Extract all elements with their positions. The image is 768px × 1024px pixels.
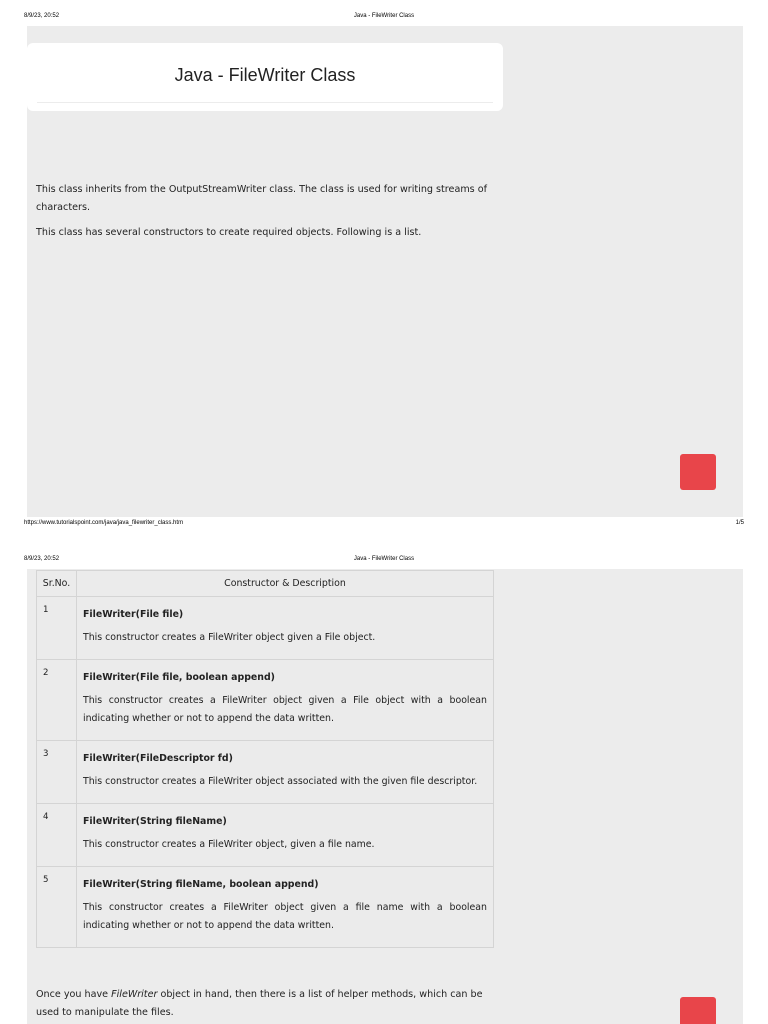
table-row <box>37 741 494 804</box>
print-doc-title: Java - FileWriter Class <box>353 556 415 562</box>
constructor-description: This constructor creates a FileWriter object, given a file name. <box>83 839 375 850</box>
print-doc-title: Java - FileWriter Class <box>353 13 415 19</box>
constructor-description: This constructor creates a FileWriter object given a File object. <box>83 632 376 643</box>
row-number: 5 <box>37 867 77 948</box>
closing-text-end: object in hand, then there is a list of helper methods, which can be used to manipulate the files. <box>36 989 483 1018</box>
constructor-description: This constructor creates a FileWriter object associated with the given file descriptor. <box>83 776 478 787</box>
constructor-signature: FileWriter(File file, boolean append) <box>83 672 275 683</box>
closing-class-name: FileWriter <box>111 989 158 1000</box>
table-row <box>37 597 494 660</box>
print-header <box>24 13 744 19</box>
constructor-signature: FileWriter(FileDescriptor fd) <box>83 753 233 764</box>
print-header <box>24 556 744 562</box>
constructor-signature: FileWriter(String fileName) <box>83 816 227 827</box>
print-date: 8/9/23, 20:52 <box>24 13 60 19</box>
constructors-table <box>36 570 494 948</box>
constructor-signature: FileWriter(String fileName, boolean append) <box>83 879 319 890</box>
column-header-srno: Sr.No. <box>37 571 77 597</box>
print-footer <box>24 520 744 526</box>
title-card <box>27 43 503 111</box>
row-number: 1 <box>37 597 77 660</box>
table-row <box>37 660 494 741</box>
closing-text-start: Once you have <box>36 989 112 1000</box>
print-date: 8/9/23, 20:52 <box>24 556 60 562</box>
intro-paragraph: This class inherits from the OutputStreamWriter class. The class is used for writing streams of characters. <box>36 184 487 213</box>
closing-paragraph <box>36 986 498 1022</box>
row-number: 4 <box>37 804 77 867</box>
table-header-row <box>37 571 494 597</box>
row-number: 3 <box>37 741 77 804</box>
print-url: https://www.tutorialspoint.com/java/java_filewriter_class.htm <box>24 520 184 526</box>
row-content <box>77 597 494 660</box>
title-divider <box>37 102 493 103</box>
constructors-intro-paragraph: This class has several constructors to create required objects. Following is a list. <box>36 227 422 238</box>
constructor-description: This constructor creates a FileWriter object given a file name with a boolean indicating whether or not to append the data written. <box>83 902 487 931</box>
column-header-description: Constructor & Description <box>77 571 494 597</box>
row-content <box>77 867 494 948</box>
row-content <box>77 741 494 804</box>
table-row <box>37 867 494 948</box>
constructor-description: This constructor creates a FileWriter object given a File object with a boolean indicating whether or not to append the data written. <box>83 695 487 724</box>
table-row <box>37 804 494 867</box>
row-content <box>77 660 494 741</box>
page-title: Java - FileWriter Class <box>174 65 356 85</box>
print-page-number: 1/5 <box>735 520 744 526</box>
floating-action-button[interactable] <box>680 997 716 1024</box>
floating-action-button[interactable] <box>680 454 716 490</box>
row-content <box>77 804 494 867</box>
row-number: 2 <box>37 660 77 741</box>
constructor-signature: FileWriter(File file) <box>83 609 184 620</box>
